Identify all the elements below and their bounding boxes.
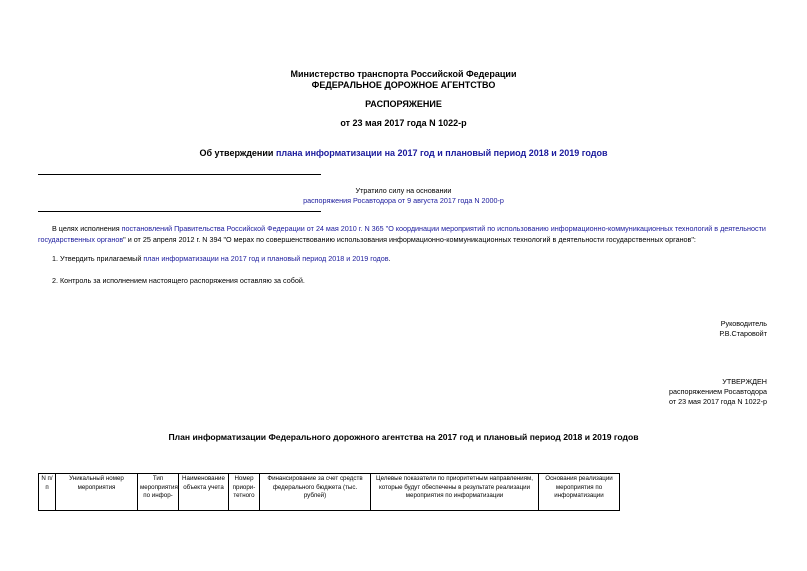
signature-block [719,319,767,339]
item1-link[interactable]: план информатизации на 2017 год и плановый период 2018 и 2019 годов [143,254,389,263]
column-header: Финансирование за счет средств федерального бюджета (тыс. рублей) [260,474,371,511]
column-header: Тип мероприятия по инфор- [138,474,179,511]
ministry-name: Министерство транспорта Российской Федерации [290,69,517,79]
revocation-link[interactable]: распоряжения Росавтодора от 9 августа 2017 года N 2000-р [303,196,504,205]
table-header-row [39,474,620,511]
approval-line-2: распоряжением Росавтодора [669,387,767,396]
revocation-line: Утратило силу на основании [355,186,452,195]
signature-role: Руководитель [720,319,767,328]
column-header: Основания реализации мероприятия по информатизации [539,474,620,511]
title-prefix: Об утверждении [199,148,276,158]
signature-name: Р.В.Старовойт [719,329,767,338]
column-header: Наименование объекта учета [179,474,229,511]
document-title [0,148,807,158]
column-header: Номер приори- тетного [229,474,260,511]
document-date: от 23 мая 2017 года N 1022-р [340,118,467,128]
column-header: N п/п [39,474,56,511]
item-1 [52,253,752,264]
item1-prefix: 1. Утвердить прилагаемый [52,254,144,263]
intro-paragraph [38,223,769,245]
approval-block [669,377,767,407]
document-type: РАСПОРЯЖЕНИЕ [365,99,442,109]
approval-line-1: УТВЕРЖДЕН [722,377,767,386]
title-link[interactable]: плана информатизации на 2017 год и плановый период 2018 и 2019 годов [275,148,608,158]
column-header: Уникальный номер мероприятия [56,474,138,511]
approval-line-3: от 23 мая 2017 года N 1022-р [669,397,767,406]
divider-bottom [38,211,321,212]
intro-link[interactable]: постановлений Правительства Российской Федерации от 24 мая 2010 г. N 365 "О координации мероприятий по использованию информационно-коммуникационных технологий в деятельности государственных органов [38,224,766,244]
column-header: Целевые показатели по приоритетным направлениям, которые будут обеспечены в результате реализации мероприятия по информатизации [371,474,539,511]
revocation-notice [242,186,565,205]
plan-title: План информатизации Федерального дорожного агентства на 2017 год и плановый период 2018 и 2019 годов [168,432,639,442]
intro-prefix: В целях исполнения [52,224,122,233]
item-2: 2. Контроль за исполнением настоящего распоряжения оставляю за собой. [52,276,305,285]
divider-top [38,174,321,175]
intro-suffix: " и от 25 апреля 2012 г. N 394 "О мерах по совершенствованию использования информационно-коммуникационных технологий в деятельности государственных органов": [123,235,696,244]
agency-name: ФЕДЕРАЛЬНОЕ ДОРОЖНОЕ АГЕНТСТВО [311,80,496,90]
plan-table [38,473,620,511]
item1-suffix: . [388,254,391,263]
